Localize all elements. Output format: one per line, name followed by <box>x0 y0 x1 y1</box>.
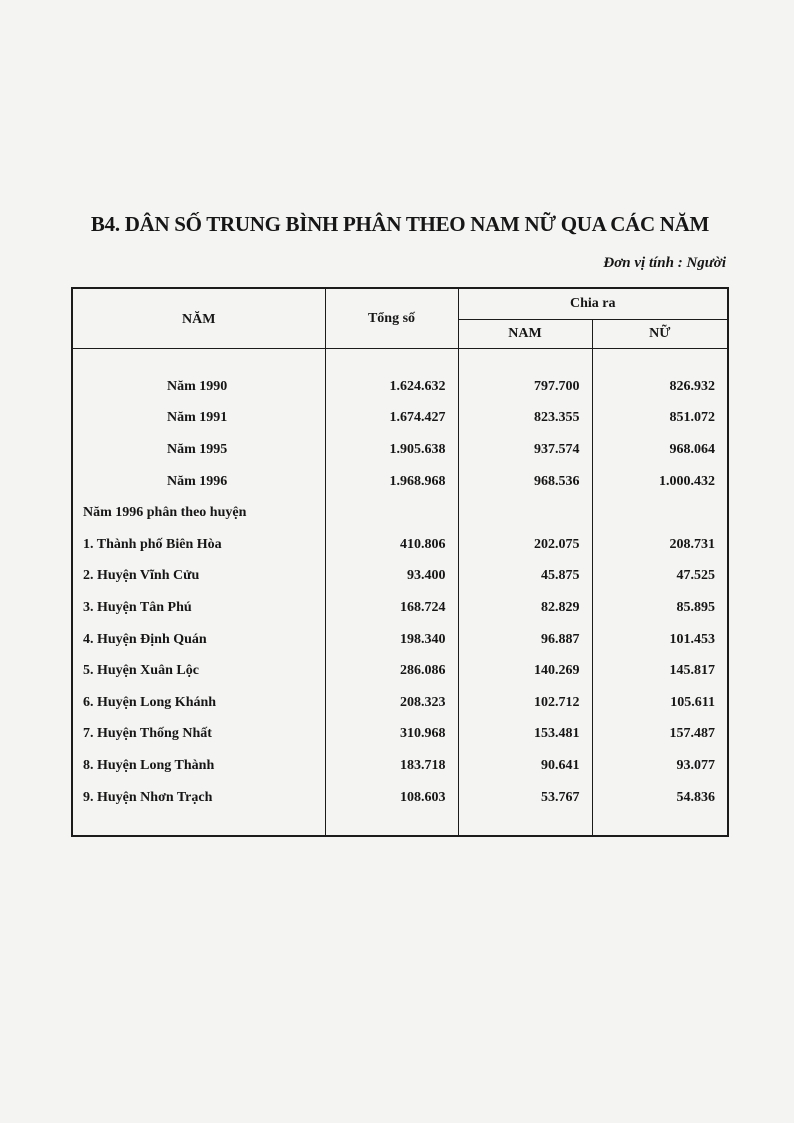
cell-total: 410.806 <box>325 529 458 561</box>
cell-male: 102.712 <box>458 687 592 719</box>
row-label: 2. Huyện Vĩnh Cửu <box>72 561 325 593</box>
cell-total: 198.340 <box>325 624 458 656</box>
table-row <box>72 750 728 782</box>
cell-female: 157.487 <box>592 719 728 751</box>
table-row <box>72 592 728 624</box>
cell-female: 93.077 <box>592 750 728 782</box>
cell-female: 1.000.432 <box>592 466 728 498</box>
cell-male: 90.641 <box>458 750 592 782</box>
section-label: Năm 1996 phân theo huyện <box>72 497 325 529</box>
section-row <box>72 497 728 529</box>
cell-male: 82.829 <box>458 592 592 624</box>
cell-female: 54.836 <box>592 782 728 837</box>
table-row <box>72 655 728 687</box>
cell-male: 202.075 <box>458 529 592 561</box>
cell-female: 968.064 <box>592 434 728 466</box>
row-label: 9. Huyện Nhơn Trạch <box>72 782 325 837</box>
cell-total: 1.674.427 <box>325 403 458 435</box>
cell-total: 286.086 <box>325 655 458 687</box>
cell-female: 208.731 <box>592 529 728 561</box>
row-label: 8. Huyện Long Thành <box>72 750 325 782</box>
header-group: Chia ra <box>458 288 728 320</box>
cell-male: 45.875 <box>458 561 592 593</box>
cell-total: 183.718 <box>325 750 458 782</box>
cell-male: 937.574 <box>458 434 592 466</box>
cell-total: 168.724 <box>325 592 458 624</box>
cell-male: 823.355 <box>458 403 592 435</box>
cell-female: 101.453 <box>592 624 728 656</box>
table-row <box>72 719 728 751</box>
table-row <box>72 349 728 403</box>
table-row <box>72 782 728 837</box>
cell-female: 826.932 <box>592 349 728 403</box>
table-row <box>72 624 728 656</box>
cell-female: 145.817 <box>592 655 728 687</box>
row-label: 6. Huyện Long Khánh <box>72 687 325 719</box>
cell-total: 1.968.968 <box>325 466 458 498</box>
table-row <box>72 403 728 435</box>
cell-male: 140.269 <box>458 655 592 687</box>
row-label: Năm 1990 <box>72 349 325 403</box>
row-label: Năm 1996 <box>72 466 325 498</box>
row-label: 7. Huyện Thống Nhất <box>72 719 325 751</box>
table-row <box>72 561 728 593</box>
cell-total: 1.905.638 <box>325 434 458 466</box>
cell-female: 85.895 <box>592 592 728 624</box>
cell-total: 1.624.632 <box>325 349 458 403</box>
page-title: B4. DÂN SỐ TRUNG BÌNH PHÂN THEO NAM NỮ QUA CÁC NĂM <box>90 212 710 236</box>
cell-total: 93.400 <box>325 561 458 593</box>
cell-male: 153.481 <box>458 719 592 751</box>
cell-female: 105.611 <box>592 687 728 719</box>
row-label: Năm 1995 <box>72 434 325 466</box>
header-year: NĂM <box>72 288 325 349</box>
cell-total: 208.323 <box>325 687 458 719</box>
cell-male: 53.767 <box>458 782 592 837</box>
cell-total: 310.968 <box>325 719 458 751</box>
row-label: Năm 1991 <box>72 403 325 435</box>
table-row <box>72 529 728 561</box>
row-label: 3. Huyện Tân Phú <box>72 592 325 624</box>
table-row <box>72 466 728 498</box>
cell-total: 108.603 <box>325 782 458 837</box>
cell-female: 47.525 <box>592 561 728 593</box>
cell-male: 968.536 <box>458 466 592 498</box>
cell-male: 96.887 <box>458 624 592 656</box>
row-label: 5. Huyện Xuân Lộc <box>72 655 325 687</box>
row-label: 4. Huyện Định Quán <box>72 624 325 656</box>
cell-male: 797.700 <box>458 349 592 403</box>
population-table <box>71 287 729 837</box>
header-total: Tổng số <box>325 288 458 349</box>
cell-female: 851.072 <box>592 403 728 435</box>
unit-label: Đơn vị tính : Người <box>603 255 726 271</box>
table-row <box>72 434 728 466</box>
row-label: 1. Thành phố Biên Hòa <box>72 529 325 561</box>
table-row <box>72 687 728 719</box>
header-female: NỮ <box>592 320 728 349</box>
header-male: NAM <box>458 320 592 349</box>
